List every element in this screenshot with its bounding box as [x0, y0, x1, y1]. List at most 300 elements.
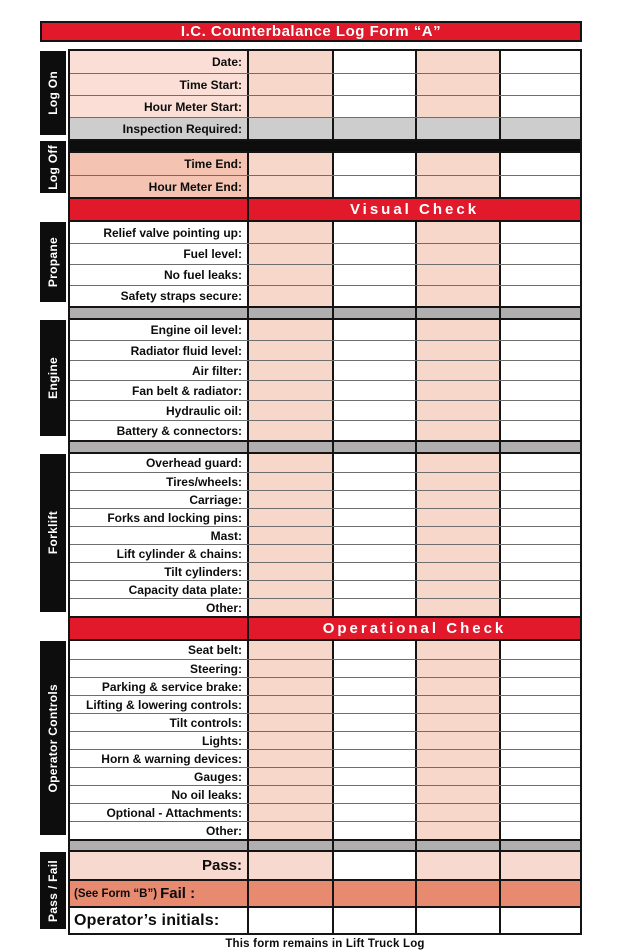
entry-cell[interactable] — [332, 341, 415, 360]
table-row — [70, 264, 580, 285]
entry-cell[interactable] — [415, 454, 499, 472]
entry-cell[interactable] — [332, 599, 415, 616]
section-log-off — [70, 151, 580, 197]
row-label-text: Forks and locking pins: — [107, 510, 242, 525]
table-row — [70, 695, 580, 713]
entry-cell[interactable] — [415, 320, 499, 340]
entry-cell[interactable] — [247, 491, 332, 508]
entry-cell[interactable] — [247, 176, 332, 197]
row-label-text: Tilt controls: — [169, 715, 242, 730]
row-label-text: Steering: — [189, 661, 242, 676]
separator-cell — [247, 308, 332, 318]
black-separator — [70, 139, 580, 151]
table-row — [70, 117, 580, 139]
entry-cell[interactable] — [415, 153, 499, 175]
entry-cell[interactable] — [415, 341, 499, 360]
entry-cell[interactable] — [499, 473, 580, 490]
log-table — [68, 49, 582, 935]
row-label-text: Fuel level: — [183, 247, 242, 261]
row-label — [70, 74, 247, 95]
section-log-on — [70, 51, 580, 139]
entry-cell[interactable] — [415, 509, 499, 526]
entry-cell[interactable] — [415, 118, 499, 139]
separator-row — [70, 308, 580, 318]
entry-cell[interactable] — [499, 804, 580, 821]
entry-cell[interactable] — [499, 678, 580, 695]
entry-cell[interactable] — [247, 786, 332, 803]
entry-cell[interactable] — [247, 804, 332, 821]
entry-cell[interactable] — [332, 786, 415, 803]
entry-cell[interactable] — [247, 732, 332, 749]
section-tab-log-off — [40, 141, 66, 193]
entry-cell[interactable] — [499, 244, 580, 264]
entry-cell[interactable] — [247, 74, 332, 95]
entry-cell[interactable] — [247, 545, 332, 562]
entry-cell[interactable] — [415, 244, 499, 264]
entry-cell[interactable] — [247, 96, 332, 117]
row-label — [70, 401, 247, 420]
table-row — [70, 562, 580, 580]
table-row — [70, 400, 580, 420]
entry-cell[interactable] — [499, 381, 580, 400]
entry-cell[interactable] — [499, 599, 580, 616]
section-tab-label: Engine — [46, 357, 60, 399]
entry-cell[interactable] — [415, 732, 499, 749]
entry-cell[interactable] — [332, 153, 415, 175]
section-forklift — [70, 452, 580, 616]
separator-cell — [332, 442, 415, 452]
entry-cell[interactable] — [499, 491, 580, 508]
row-label — [70, 881, 247, 906]
banner-text: Visual Check — [247, 199, 580, 220]
table-row — [70, 659, 580, 677]
entry-cell[interactable] — [332, 244, 415, 264]
entry-cell[interactable] — [499, 401, 580, 420]
row-label — [70, 509, 247, 526]
entry-cell[interactable] — [499, 509, 580, 526]
entry-cell[interactable] — [499, 581, 580, 598]
row-label-text: Tilt cylinders: — [164, 564, 242, 579]
entry-cell[interactable] — [247, 153, 332, 175]
row-label-text: Date: — [211, 55, 242, 69]
gray-separator — [70, 306, 580, 318]
entry-cell[interactable] — [332, 852, 415, 879]
entry-cell[interactable] — [332, 491, 415, 508]
entry-cell[interactable] — [499, 51, 580, 73]
entry-cell[interactable] — [332, 563, 415, 580]
entry-cell[interactable] — [332, 750, 415, 767]
entry-cell[interactable] — [332, 96, 415, 117]
gray-separator — [70, 440, 580, 452]
entry-cell[interactable] — [332, 768, 415, 785]
entry-cell[interactable] — [499, 421, 580, 440]
row-label — [70, 320, 247, 340]
table-row — [70, 731, 580, 749]
entry-cell[interactable] — [499, 696, 580, 713]
separator-cell — [332, 308, 415, 318]
table-row — [70, 454, 580, 472]
entry-cell[interactable] — [332, 51, 415, 73]
entry-cell[interactable] — [415, 265, 499, 285]
row-label — [70, 768, 247, 785]
entry-cell[interactable] — [332, 696, 415, 713]
table-row — [70, 95, 580, 117]
entry-cell[interactable] — [332, 74, 415, 95]
section-tab-label: Log On — [46, 71, 60, 115]
row-label — [70, 381, 247, 400]
row-label-text: Lifting & lowering controls: — [86, 697, 242, 712]
row-label-text: Capacity data plate: — [128, 582, 242, 597]
section-tab-label: Propane — [46, 236, 60, 288]
section-pass-fail — [70, 850, 580, 933]
table-row — [70, 852, 580, 879]
table-row — [70, 821, 580, 839]
entry-cell[interactable] — [247, 244, 332, 264]
table-row — [70, 879, 580, 906]
separator-row — [70, 442, 580, 452]
entry-cell[interactable] — [415, 545, 499, 562]
table-row — [70, 713, 580, 731]
entry-cell[interactable] — [415, 696, 499, 713]
row-label — [70, 527, 247, 544]
entry-cell[interactable] — [247, 527, 332, 544]
separator-cell — [415, 308, 499, 318]
entry-cell[interactable] — [247, 678, 332, 695]
row-label — [70, 581, 247, 598]
entry-cell[interactable] — [415, 660, 499, 677]
entry-cell[interactable] — [415, 51, 499, 73]
row-label — [70, 852, 247, 879]
row-label — [70, 51, 247, 73]
entry-cell[interactable] — [332, 118, 415, 139]
table-row — [70, 380, 580, 400]
entry-cell[interactable] — [247, 750, 332, 767]
row-label — [70, 341, 247, 360]
separator-cell — [70, 442, 247, 452]
row-label-text: Seat belt: — [187, 643, 242, 657]
entry-cell[interactable] — [247, 118, 332, 139]
entry-cell[interactable] — [247, 421, 332, 440]
table-row — [70, 153, 580, 175]
row-label — [70, 750, 247, 767]
entry-cell[interactable] — [247, 581, 332, 598]
row-label — [70, 153, 247, 175]
table-row — [70, 803, 580, 821]
row-label — [70, 822, 247, 839]
entry-cell[interactable] — [415, 381, 499, 400]
entry-cell[interactable] — [332, 176, 415, 197]
entry-cell[interactable] — [499, 750, 580, 767]
table-row — [70, 508, 580, 526]
entry-cell[interactable] — [247, 641, 332, 659]
form-content — [40, 21, 582, 950]
row-label-text: Other: — [206, 600, 242, 615]
row-label-text: Horn & warning devices: — [101, 751, 242, 766]
entry-cell[interactable] — [499, 732, 580, 749]
entry-cell[interactable] — [499, 341, 580, 360]
entry-cell[interactable] — [332, 527, 415, 544]
gray-separator — [70, 839, 580, 850]
entry-cell[interactable] — [332, 678, 415, 695]
banner-text: Operational Check — [247, 618, 580, 639]
section-operator-controls — [70, 639, 580, 839]
row-label — [70, 563, 247, 580]
entry-cell[interactable] — [499, 786, 580, 803]
entry-cell[interactable] — [499, 176, 580, 197]
row-label — [70, 545, 247, 562]
entry-cell[interactable] — [415, 222, 499, 243]
row-label — [70, 265, 247, 285]
row-label — [70, 641, 247, 659]
table-row — [70, 767, 580, 785]
entry-cell[interactable] — [499, 852, 580, 879]
row-label — [70, 908, 247, 933]
table-row — [70, 785, 580, 803]
separator-cell — [247, 841, 332, 850]
entry-cell[interactable] — [499, 118, 580, 139]
entry-cell[interactable] — [499, 908, 580, 933]
entry-cell[interactable] — [247, 401, 332, 420]
entry-cell[interactable] — [247, 473, 332, 490]
row-label-text: Fan belt & radiator: — [131, 383, 242, 398]
row-label-text: No oil leaks: — [171, 787, 242, 802]
entry-cell[interactable] — [332, 804, 415, 821]
entry-cell[interactable] — [415, 750, 499, 767]
entry-cell[interactable] — [415, 563, 499, 580]
row-label-text: Overhead guard: — [145, 456, 242, 470]
row-label-text: Parking & service brake: — [101, 679, 242, 694]
entry-cell[interactable] — [415, 96, 499, 117]
entry-cell[interactable] — [499, 454, 580, 472]
section-tab-propane — [40, 222, 66, 302]
entry-cell[interactable] — [415, 421, 499, 440]
entry-cell[interactable] — [415, 491, 499, 508]
section-tab-forklift — [40, 454, 66, 612]
entry-cell[interactable] — [247, 381, 332, 400]
entry-cell[interactable] — [247, 908, 332, 933]
entry-cell[interactable] — [499, 222, 580, 243]
section-propane — [70, 220, 580, 306]
separator-cell — [415, 841, 499, 850]
separator-cell — [247, 442, 332, 452]
entry-cell[interactable] — [499, 96, 580, 117]
entry-cell[interactable] — [332, 421, 415, 440]
entry-cell[interactable] — [247, 51, 332, 73]
row-label-text: Hydraulic oil: — [165, 403, 242, 418]
entry-cell[interactable] — [415, 473, 499, 490]
row-label-text: Relief valve pointing up: — [103, 225, 242, 240]
table-row — [70, 598, 580, 616]
entry-cell[interactable] — [247, 660, 332, 677]
entry-cell[interactable] — [415, 176, 499, 197]
entry-cell[interactable] — [332, 265, 415, 285]
entry-cell[interactable] — [499, 361, 580, 380]
section-tab-engine — [40, 320, 66, 436]
entry-cell[interactable] — [499, 822, 580, 839]
entry-cell[interactable] — [499, 527, 580, 544]
form-body — [40, 49, 582, 935]
entry-cell[interactable] — [499, 881, 580, 906]
row-label — [70, 491, 247, 508]
entry-cell[interactable] — [415, 641, 499, 659]
entry-cell[interactable] — [247, 714, 332, 731]
row-label-text: Fail : — [160, 885, 196, 902]
entry-cell[interactable] — [332, 641, 415, 659]
table-row — [70, 526, 580, 544]
section-engine — [70, 318, 580, 440]
row-label — [70, 361, 247, 380]
entry-cell[interactable] — [247, 852, 332, 879]
table-row — [70, 340, 580, 360]
entry-cell[interactable] — [247, 341, 332, 360]
row-label — [70, 714, 247, 731]
table-row — [70, 544, 580, 562]
section-tab-label: Forklift — [46, 511, 60, 555]
banner-row — [70, 618, 580, 639]
entry-cell[interactable] — [415, 401, 499, 420]
row-label-text: Hour Meter End: — [148, 179, 242, 194]
entry-cell[interactable] — [415, 74, 499, 95]
entry-cell[interactable] — [499, 714, 580, 731]
entry-cell[interactable] — [332, 822, 415, 839]
entry-cell[interactable] — [415, 361, 499, 380]
entry-cell[interactable] — [332, 509, 415, 526]
entry-cell[interactable] — [332, 381, 415, 400]
entry-cell[interactable] — [332, 286, 415, 306]
row-label-text: Hour Meter Start: — [143, 99, 242, 114]
banner-label-spacer — [70, 618, 247, 639]
entry-cell[interactable] — [247, 265, 332, 285]
banner-row — [70, 199, 580, 220]
row-label-text: Engine oil level: — [150, 323, 242, 337]
row-label — [70, 96, 247, 117]
row-label-text: Battery & connectors: — [116, 423, 242, 438]
entry-cell[interactable] — [415, 786, 499, 803]
separator-cell — [70, 841, 247, 850]
table-row — [70, 320, 580, 340]
entry-cell[interactable] — [247, 222, 332, 243]
entry-cell[interactable] — [415, 581, 499, 598]
entry-cell[interactable] — [499, 265, 580, 285]
entry-cell[interactable] — [247, 361, 332, 380]
table-row — [70, 472, 580, 490]
entry-cell[interactable] — [499, 641, 580, 659]
row-label — [70, 421, 247, 440]
table-row — [70, 749, 580, 767]
section-tab-label: Operator Controls — [46, 683, 60, 793]
entry-cell[interactable] — [499, 563, 580, 580]
entry-cell[interactable] — [415, 678, 499, 695]
entry-cell[interactable] — [499, 545, 580, 562]
separator-cell — [70, 308, 247, 318]
entry-cell[interactable] — [415, 599, 499, 616]
entry-cell[interactable] — [247, 881, 332, 906]
row-label — [70, 222, 247, 243]
entry-cell[interactable] — [415, 804, 499, 821]
entry-cell[interactable] — [247, 320, 332, 340]
row-label-text: Gauges: — [193, 769, 242, 784]
entry-cell[interactable] — [415, 714, 499, 731]
entry-cell[interactable] — [499, 320, 580, 340]
entry-cell[interactable] — [247, 599, 332, 616]
footer-note: This form remains in Lift Truck Log — [225, 938, 425, 950]
table-row — [70, 490, 580, 508]
section-tab-operator-controls — [40, 641, 66, 835]
row-label-text: Carriage: — [189, 492, 242, 507]
entry-cell[interactable] — [332, 732, 415, 749]
table-row — [70, 580, 580, 598]
entry-cell[interactable] — [499, 74, 580, 95]
entry-cell[interactable] — [247, 454, 332, 472]
row-label — [70, 454, 247, 472]
entry-cell[interactable] — [332, 361, 415, 380]
entry-cell[interactable] — [499, 153, 580, 175]
row-label-text: Lift cylinder & chains: — [116, 546, 242, 561]
section-tab-rail — [40, 49, 68, 935]
row-label — [70, 118, 247, 139]
entry-cell[interactable] — [415, 908, 499, 933]
row-label — [70, 678, 247, 695]
table-row — [70, 677, 580, 695]
entry-cell[interactable] — [332, 908, 415, 933]
row-label-text: Safety straps secure: — [120, 289, 242, 303]
row-label-text: Tires/wheels: — [166, 474, 242, 489]
entry-cell[interactable] — [415, 881, 499, 906]
row-label-text: Optional - Attachments: — [106, 805, 242, 820]
entry-cell[interactable] — [499, 768, 580, 785]
entry-cell[interactable] — [332, 881, 415, 906]
row-label-text: Pass: — [201, 857, 242, 874]
entry-cell[interactable] — [332, 222, 415, 243]
entry-cell[interactable] — [332, 714, 415, 731]
entry-cell[interactable] — [247, 286, 332, 306]
entry-cell[interactable] — [332, 454, 415, 472]
section-tab-pass-fail — [40, 852, 66, 929]
entry-cell[interactable] — [332, 320, 415, 340]
row-label-text: Time Start: — [179, 77, 242, 92]
table-row — [70, 906, 580, 933]
row-label-text: Inspection Required: — [122, 121, 242, 136]
entry-cell[interactable] — [247, 822, 332, 839]
row-label — [70, 473, 247, 490]
entry-cell[interactable] — [247, 563, 332, 580]
row-label-text: Time End: — [184, 157, 242, 171]
table-row — [70, 175, 580, 197]
entry-cell[interactable] — [332, 581, 415, 598]
entry-cell[interactable] — [499, 286, 580, 306]
entry-cell[interactable] — [332, 660, 415, 677]
entry-cell[interactable] — [415, 852, 499, 879]
entry-cell[interactable] — [415, 768, 499, 785]
entry-cell[interactable] — [499, 660, 580, 677]
entry-cell[interactable] — [415, 527, 499, 544]
table-row — [70, 420, 580, 440]
entry-cell[interactable] — [247, 509, 332, 526]
entry-cell[interactable] — [247, 768, 332, 785]
entry-cell[interactable] — [415, 286, 499, 306]
banner-operational-check — [70, 616, 580, 639]
row-label-text: No fuel leaks: — [163, 268, 242, 282]
entry-cell[interactable] — [415, 822, 499, 839]
banner-label-spacer — [70, 199, 247, 220]
entry-cell[interactable] — [247, 696, 332, 713]
entry-cell[interactable] — [332, 473, 415, 490]
row-label-text: Other: — [206, 823, 242, 838]
table-row — [70, 641, 580, 659]
row-label — [70, 176, 247, 197]
entry-cell[interactable] — [332, 545, 415, 562]
entry-cell[interactable] — [332, 401, 415, 420]
